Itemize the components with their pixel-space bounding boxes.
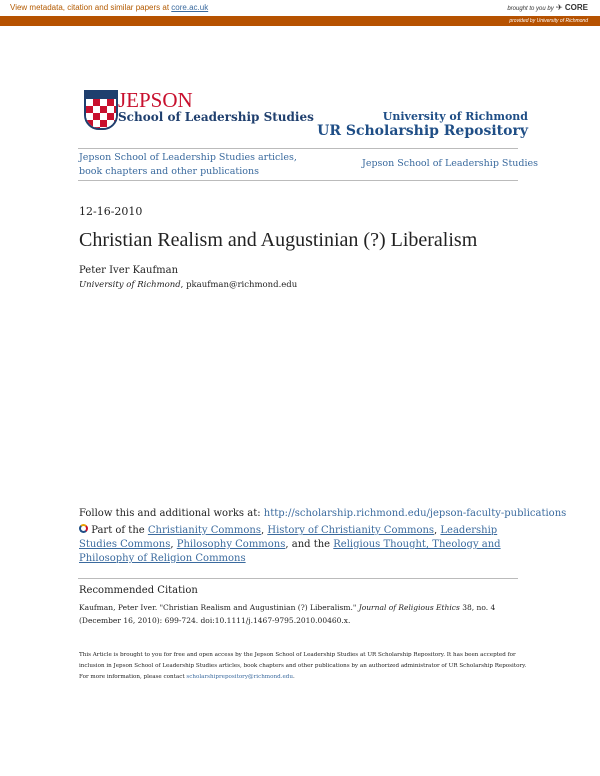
citation-part: Kaufman, Peter Iver. "Christian Realism and Augustinian (?) Liberalism." [79, 603, 359, 612]
separator: , [260, 525, 268, 536]
follow-url-link[interactable]: http://scholarship.richmond.edu/jepson-faculty-publications [263, 508, 567, 519]
affiliation-name: University of Richmond [79, 280, 181, 290]
core-logo-text: CORE [564, 3, 588, 12]
separator: , [170, 539, 177, 550]
department-link[interactable]: Jepson School of Leadership Studies [362, 158, 538, 169]
provider-band [0, 16, 600, 26]
article-title: Christian Realism and Augustinian (?) Liberalism [79, 229, 478, 251]
separator: , and the [285, 539, 334, 550]
commons-link[interactable]: History of Christianity Commons [267, 525, 435, 536]
citation-heading: Recommended Citation [79, 585, 198, 596]
divider [78, 148, 518, 149]
repository-name: UR Scholarship Repository [317, 123, 528, 139]
part-of-prefix: Part of the [91, 525, 148, 536]
divider [78, 578, 518, 579]
core-link[interactable]: core.ac.uk [171, 3, 209, 12]
commons-network-icon [79, 524, 88, 533]
core-bar [0, 0, 600, 15]
publication-date: 12-16-2010 [79, 205, 143, 218]
author-email: , pkaufman@richmond.edu [180, 280, 298, 290]
divider [78, 180, 518, 181]
commons-link[interactable]: Philosophy Commons [176, 539, 286, 550]
author-affiliation [79, 280, 297, 290]
core-brand[interactable] [507, 3, 588, 12]
provider-text[interactable]: provided by University of Richmond [509, 18, 588, 24]
citation-part: 38, no. 4 (December 16, 2010): 699-724. doi:10.1111/j.1467-9795.2010.00460.x. [79, 603, 496, 625]
part-of-line [79, 524, 529, 566]
follow-label: Follow this and additional works at: [79, 508, 264, 519]
core-logo-icon: ✈ [555, 3, 563, 12]
commons-link[interactable]: Christianity Commons [147, 525, 261, 536]
jepson-logo-sub: School of Leadership Studies [118, 110, 314, 124]
access-notice [79, 650, 529, 683]
separator: , [434, 525, 441, 536]
citation-text [79, 601, 529, 627]
contact-email-link[interactable]: scholarshiprepository@richmond.edu [186, 674, 293, 680]
ur-shield-icon [84, 90, 118, 130]
metadata-label: View metadata, citation and similar papers at [10, 3, 172, 12]
brought-by-text: brought to you by [507, 6, 554, 12]
core-metadata-text [10, 3, 208, 12]
university-name: University of Richmond [382, 110, 528, 123]
citation-journal: Journal of Religious Ethics [358, 603, 460, 612]
notice-text: This Article is brought to you for free and open access by the Jepson School of Leadership Studies at UR Scholarship Repository. It has been accepted for inclusion in Jepson School of Leadership Studies articles, book chapters and other publications by an authorized administrator of UR Scholarship Repository. For more information, please contact [79, 652, 527, 680]
follow-line [79, 508, 566, 519]
notice-end: . [292, 674, 295, 680]
commons-link[interactable]: Leadership Studies Commons [79, 525, 498, 550]
commons-link[interactable]: Religious Thought, Theology and Philosophy of Religion Commons [79, 539, 501, 564]
collection-link[interactable]: Jepson School of Leadership Studies articles, book chapters and other publications [79, 152, 297, 177]
author-name: Peter Iver Kaufman [79, 265, 179, 276]
jepson-logo-text: JEPSON [118, 88, 193, 112]
